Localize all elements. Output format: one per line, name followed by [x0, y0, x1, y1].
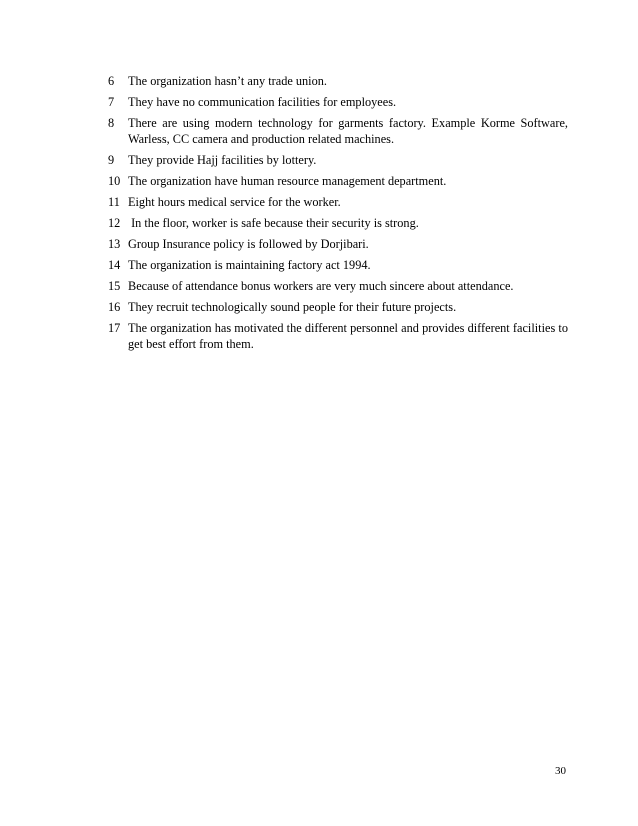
item-text: The organization have human resource management department. — [128, 174, 447, 188]
list-item — [108, 299, 568, 315]
item-text: There are using modern technology for garments factory. Example Korme Software, Warless, CC camera and production related machines. — [128, 116, 571, 146]
item-number: 7 — [108, 95, 115, 109]
item-text: The organization is maintaining factory act 1994. — [128, 258, 371, 272]
item-number: 6 — [108, 74, 115, 88]
list-item — [108, 320, 572, 352]
item-text: They recruit technologically sound people for their future projects. — [128, 300, 457, 314]
item-number: 9 — [108, 153, 115, 167]
item-number: 13 — [108, 237, 121, 251]
item-number: 10 — [108, 174, 121, 188]
page-number: 30 — [555, 765, 566, 777]
list-item — [108, 115, 571, 147]
list-item — [108, 152, 568, 168]
item-number: 11 — [108, 195, 120, 209]
item-number: 12 — [108, 216, 121, 230]
item-text: Eight hours medical service for the worker. — [128, 195, 341, 209]
list-item — [108, 257, 568, 273]
item-number: 8 — [108, 116, 115, 130]
numbered-list — [108, 73, 572, 357]
item-number: 17 — [108, 321, 121, 335]
list-item — [108, 194, 568, 210]
list-item — [108, 278, 568, 294]
item-number: 16 — [108, 300, 121, 314]
item-number: 15 — [108, 279, 121, 293]
list-item — [108, 73, 568, 89]
item-text: Because of attendance bonus workers are very much sincere about attendance. — [128, 279, 514, 293]
item-text: They have no communication facilities for employees. — [128, 95, 397, 109]
item-text: The organization has motivated the different personnel and provides different facilities to get best effort from them. — [128, 321, 572, 351]
item-text: The organization hasn’t any trade union. — [128, 74, 327, 88]
list-item — [108, 94, 568, 110]
item-number: 14 — [108, 258, 121, 272]
list-item — [108, 236, 568, 252]
item-text: In the floor, worker is safe because their security is strong. — [128, 216, 419, 230]
item-text: They provide Hajj facilities by lottery. — [128, 153, 317, 167]
item-text: Group Insurance policy is followed by Dorjibari. — [128, 237, 369, 251]
list-item — [108, 215, 568, 231]
list-item — [108, 173, 568, 189]
